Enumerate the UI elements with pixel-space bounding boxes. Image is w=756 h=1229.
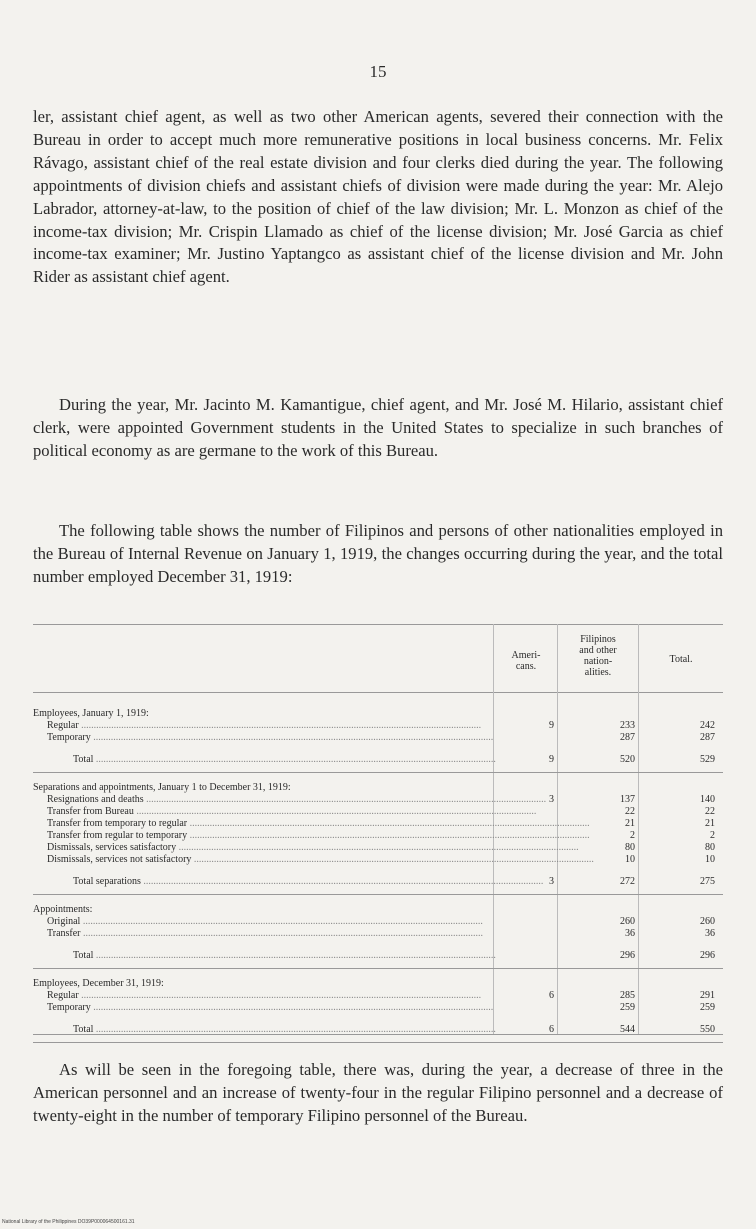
- cell-total: 296: [700, 950, 715, 961]
- row-label-text: Employees, December 31, 1919:: [33, 978, 164, 989]
- cell-filipinos: 10: [625, 854, 635, 865]
- leader-dots: ................................................................................................................................................................: [187, 818, 590, 829]
- row-label: [47, 806, 537, 818]
- row-label-text: Regular: [47, 990, 79, 1001]
- leader-dots: ................................................................................................................................................................: [187, 830, 590, 841]
- cell-total: 529: [700, 754, 715, 765]
- cell-filipinos: 22: [625, 806, 635, 817]
- cell-filipinos: 272: [620, 876, 635, 887]
- row-label-text: Regular: [47, 720, 79, 731]
- personnel-table: [33, 624, 723, 1044]
- row-label-text: Employees, January 1, 1919:: [33, 708, 149, 719]
- cell-filipinos: 233: [620, 720, 635, 731]
- row-label-text: Resignations and deaths: [47, 794, 144, 805]
- cell-total: 140: [700, 794, 715, 805]
- row-label-text: Transfer from Bureau: [47, 806, 134, 817]
- cell-filipinos: 287: [620, 732, 635, 743]
- page-number: 15: [369, 62, 387, 81]
- cell-americans: 6: [549, 1024, 554, 1035]
- cell-total: 80: [705, 842, 715, 853]
- row-label-text: Separations and appointments, January 1 to December 31, 1919:: [33, 782, 291, 793]
- leader-dots: ................................................................................................................................................................: [140, 876, 544, 887]
- cell-total: 260: [700, 916, 715, 927]
- cell-total: 22: [705, 806, 715, 817]
- row-label: [47, 794, 547, 806]
- row-label-text: Total: [73, 754, 94, 765]
- section-rule: [33, 1042, 723, 1043]
- paragraph-3: The following table shows the number of Filipinos and persons of other nationalities employed in the Bureau of Internal Revenue on January 1, 1919, the changes occurring during the year, and the total number employed December 31, 1919:: [33, 521, 723, 586]
- paragraph-1: ler, assistant chief agent, as well as two other American agents, severed their connection with the Bureau in order to accept much more remunerative positions in local business concerns. Mr. Felix Rávago, assistant chief of the real estate division and four clerks died during the year. The following appointments of division chiefs and assistant chiefs of division were made during the year: Mr. Alejo Labrador, attorney-at-law, to the position of chief of the law division; Mr. L. Monzon as chief of the income-tax division; Mr. Crispin Llamado as chief of the license division; Mr. José Garcia as chief income-tax examiner; Mr. Justino Yaptangco as assistant chief of the license division and Mr. John Rider as assistant chief agent.: [33, 107, 723, 287]
- row-label-text: Total: [73, 1024, 94, 1035]
- leader-dots: ................................................................................................................................................................: [78, 720, 482, 731]
- cell-total: 36: [705, 928, 715, 939]
- row-label: [47, 818, 590, 830]
- header-filipinos: Filipinos and other nation- alities.: [579, 634, 617, 678]
- row-label: [33, 708, 488, 720]
- row-label-text: Transfer: [47, 928, 81, 939]
- row-label: [33, 978, 488, 990]
- leader-dots: ................................................................................................................................................................: [191, 854, 594, 865]
- leader-dots: ................................................................................................................................................................: [93, 950, 496, 961]
- cell-filipinos: 259: [620, 1002, 635, 1013]
- section-rule: [33, 894, 723, 895]
- cell-total: 275: [700, 876, 715, 887]
- row-label-text: Original: [47, 916, 81, 927]
- row-label: [47, 854, 594, 866]
- row-label: [47, 990, 487, 1002]
- cell-filipinos: 2: [630, 830, 635, 841]
- leader-dots: ................................................................................................................................................................: [143, 794, 547, 805]
- leader-dots: ................................................................................................................................................................: [133, 806, 537, 817]
- row-label-text: Temporary: [47, 732, 91, 743]
- cell-total: 259: [700, 1002, 715, 1013]
- leader-dots: ................................................................................................................................................................: [90, 732, 494, 743]
- cell-total: 2: [710, 830, 715, 841]
- leader-dots: ................................................................................................................................................................: [90, 1002, 494, 1013]
- cell-total: 287: [700, 732, 715, 743]
- header-americans: Ameri- cans.: [511, 650, 541, 672]
- section-rule: [33, 772, 723, 773]
- row-label-text: Total: [73, 950, 94, 961]
- row-label-text: Dismissals, services satisfactory: [47, 842, 177, 853]
- cell-americans: 3: [549, 876, 554, 887]
- cell-filipinos: 137: [620, 794, 635, 805]
- row-label: [47, 830, 590, 842]
- leader-dots: ................................................................................................................................................................: [93, 754, 496, 765]
- leader-dots: ................................................................................................................................................................: [78, 990, 482, 1001]
- row-label: [33, 904, 488, 916]
- row-label-text: Appointments:: [33, 904, 93, 915]
- cell-total: 291: [700, 990, 715, 1001]
- row-label-text: Transfer from temporary to regular: [47, 818, 188, 829]
- leader-dots: ................................................................................................................................................................: [93, 1024, 496, 1035]
- leader-dots: ................................................................................................................................................................: [80, 916, 483, 927]
- row-label: [47, 928, 487, 940]
- cell-americans: 9: [549, 720, 554, 731]
- row-label: [33, 782, 488, 794]
- cell-filipinos: 36: [625, 928, 635, 939]
- row-label-text: Temporary: [47, 1002, 91, 1013]
- leader-dots: ................................................................................................................................................................: [176, 842, 579, 853]
- cell-filipinos: 21: [625, 818, 635, 829]
- row-label: [73, 754, 513, 766]
- cell-americans: 3: [549, 794, 554, 805]
- row-label: [47, 720, 487, 732]
- cell-filipinos: 296: [620, 950, 635, 961]
- cell-americans: 9: [549, 754, 554, 765]
- cell-filipinos: 260: [620, 916, 635, 927]
- paragraph-4: As will be seen in the foregoing table, there was, during the year, a decrease of three in the American personnel and an increase of twenty-four in the regular Filipino personnel and a decrease of twenty-eight in the number of temporary Filipino personnel of the Bureau.: [33, 1060, 723, 1125]
- row-label-text: Dismissals, services not satisfactory: [47, 854, 192, 865]
- row-label-text: Transfer from regular to temporary: [47, 830, 188, 841]
- row-label: [47, 842, 579, 854]
- paragraph-2: During the year, Mr. Jacinto M. Kamantigue, chief agent, and Mr. José M. Hilario, assistant chief clerk, were appointed Government students in the United States to specialize in such branches of political economy as are germane to the work of this Bureau.: [33, 395, 723, 460]
- row-label: [47, 1002, 494, 1014]
- cell-total: 550: [700, 1024, 715, 1035]
- cell-filipinos: 520: [620, 754, 635, 765]
- cell-americans: 6: [549, 990, 554, 1001]
- section-rule: [33, 968, 723, 969]
- row-label: [73, 950, 513, 962]
- cell-filipinos: 285: [620, 990, 635, 1001]
- row-label: [47, 916, 487, 928]
- cell-filipinos: 80: [625, 842, 635, 853]
- row-label: [47, 732, 494, 744]
- cell-total: 21: [705, 818, 715, 829]
- cell-filipinos: 544: [620, 1024, 635, 1035]
- row-label: [73, 876, 544, 888]
- row-label-text: Total separations: [73, 876, 141, 887]
- cell-total: 242: [700, 720, 715, 731]
- cell-total: 10: [705, 854, 715, 865]
- footer-credit: National Library of the Philippines DO39P000064500161.31: [2, 1219, 135, 1225]
- header-total: Total.: [669, 654, 693, 665]
- leader-dots: ................................................................................................................................................................: [80, 928, 484, 939]
